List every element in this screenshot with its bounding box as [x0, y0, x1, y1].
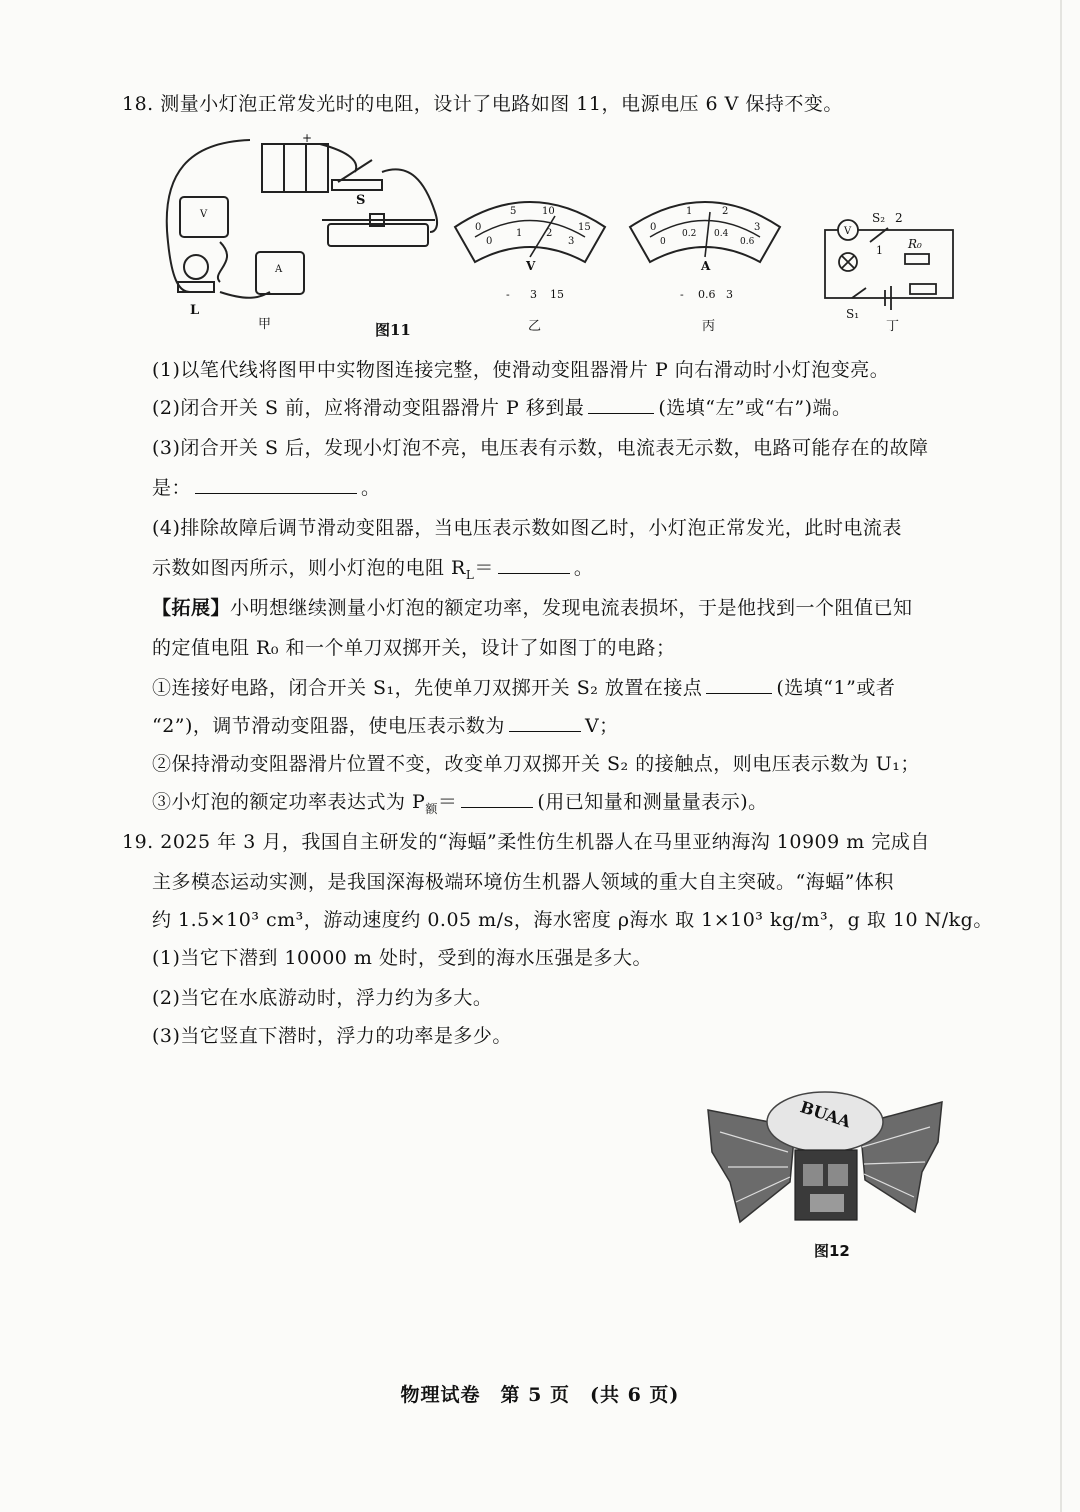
q18-part4-sub: L [465, 567, 475, 582]
ding-pos2: 2 [895, 211, 903, 225]
q18-step3 [152, 790, 768, 821]
yi-outer-tick: 10 [542, 206, 555, 217]
q19-part2: (2)当它在水底游动时，浮力约为多大。 [152, 987, 493, 1009]
yi-terminal: 15 [550, 288, 564, 301]
bing-terminal: 0.6 [698, 288, 716, 301]
step1-tail: (选填“1”或者 [776, 677, 896, 699]
q18-part3-cont [152, 476, 381, 500]
battery-cell [284, 144, 306, 192]
q18-step1-cont [152, 714, 619, 738]
bing-inner-tick: 0.4 [714, 229, 729, 239]
q18-part4-eq: ＝ [474, 557, 494, 579]
bing-outer-tick: 0 [650, 222, 657, 233]
q18-part4-cont [152, 556, 593, 587]
yi-label: 乙 [528, 319, 542, 334]
bing-inner-tick: 0.6 [740, 237, 755, 247]
answer-blank [461, 791, 533, 808]
answer-blank [195, 477, 357, 494]
page-edge [1060, 0, 1062, 1512]
battery-cell [262, 144, 284, 192]
bing-outer-tick: 3 [754, 222, 761, 233]
bing-inner-tick: 0.2 [682, 229, 697, 239]
battery-cell [306, 144, 328, 192]
q18-part3-end: 。 [361, 477, 381, 499]
q18-part2-tail: (选填“左”或“右”)端。 [658, 397, 852, 419]
answer-blank [588, 397, 654, 414]
yi-scale-arc [475, 221, 585, 238]
yi-outer-tick: 15 [578, 222, 591, 233]
q19-part3: (3)当它竖直下潜时，浮力的功率是多少。 [152, 1025, 512, 1047]
yi-inner-tick: 1 [516, 228, 523, 239]
yi-outer-tick: 5 [510, 206, 517, 217]
step1-cont-text: “2”)，调节滑动变阻器，使电压表示数为 [152, 715, 505, 737]
bing-label: 丙 [702, 319, 716, 334]
bing-inner-tick: 0 [660, 237, 666, 247]
bing-terminal: 3 [726, 288, 733, 301]
ding-r0 [905, 254, 929, 264]
jia-a-label: A [275, 264, 283, 275]
extension-tag: 【拓展】 [152, 597, 231, 619]
figure-12-robot-photo [700, 1072, 950, 1240]
jia-switch-label: S [356, 193, 366, 208]
step1-text: ①连接好电路，闭合开关 S₁，先使单刀双掷开关 S₂ 放置在接点 [152, 677, 703, 699]
figure-11 [150, 132, 970, 347]
step3-eq: ＝ [437, 791, 458, 813]
jia-label: 甲 [258, 317, 272, 332]
ding-r0: R₀ [908, 237, 922, 251]
ding-rheostat [910, 284, 936, 294]
ding-label: 丁 [886, 319, 900, 334]
fig12-caption: 图12 [814, 1242, 850, 1260]
robot-module [803, 1164, 823, 1186]
q18-part3-lead: 是： [152, 477, 192, 499]
bing-outer-tick: 1 [686, 206, 693, 217]
lamp-bulb [184, 255, 208, 279]
q18-part1: (1)以笔代线将图甲中实物图连接完整，使滑动变阻器滑片 P 向右滑动时小灯泡变亮。 [152, 359, 890, 381]
q18-part4-text: 示数如图丙所示，则小灯泡的电阻 R [152, 557, 466, 579]
q18-step1 [152, 676, 895, 700]
extension-text: 小明想继续测量小灯泡的额定功率，发现电流表损坏，于是他找到一个阻值已知 [230, 597, 913, 619]
q18-stem: 18. 测量小灯泡正常发光时的电阻，设计了电路如图 11，电源电压 6 V 保持不变。 [122, 93, 843, 115]
jia-plus: + [302, 132, 313, 145]
ding-s2: S₂ [872, 211, 886, 225]
yi-inner-tick: 3 [568, 236, 575, 247]
q18-step2: ②保持滑动变阻器滑片位置不变，改变单刀双掷开关 S₂ 的接触点，则电压表示数为 U₁； [152, 753, 920, 775]
ding-pos1: 1 [876, 244, 883, 257]
answer-blank [498, 557, 570, 574]
q18-part2-text: (2)闭合开关 S 前，应将滑动变阻器滑片 P 移到最 [152, 397, 585, 419]
q19-line1: 19. 2025 年 3 月，我国自主研发的“海蝠”柔性仿生机器人在马里亚纳海沟 10909 m 完成自 [122, 831, 930, 853]
ding-s1: S₁ [846, 307, 860, 321]
answer-blank [706, 677, 772, 694]
yi-inner-tick: 2 [546, 228, 553, 239]
bing-unit: A [701, 259, 711, 273]
step3-text: ③小灯泡的额定功率表达式为 P [152, 791, 426, 813]
page-footer: 物理试卷 第 5 页 (共 6 页) [400, 1384, 680, 1406]
bing-scale-arc [650, 221, 760, 238]
yi-terminal: - [506, 288, 510, 301]
q19-line3: 约 1.5×10³ cm³，游动速度约 0.05 m/s，海水密度 ρ海水 取 1×10³ kg/m³，g 取 10 N/kg。 [152, 909, 993, 931]
jia-v-label: V [200, 209, 208, 220]
step3-tail: (用已知量和测量量表示)。 [537, 791, 768, 813]
q19-line2: 主多模态运动实测，是我国深海极端环境仿生机器人领域的重大自主突破。“海蝠”体积 [152, 871, 894, 893]
yi-terminal: 3 [530, 288, 537, 301]
q18-part4: (4)排除故障后调节滑动变阻器，当电压表示数如图乙时，小灯泡正常发光，此时电流表 [152, 517, 902, 539]
bing-needle [705, 212, 710, 257]
q19-part1: (1)当它下潜到 10000 m 处时，受到的海水压强是多大。 [152, 947, 652, 969]
robot-logo-text: BUAA [797, 1097, 854, 1132]
wire [320, 144, 356, 172]
jia-lamp-label: L [190, 303, 200, 318]
q18-extension-cont: 的定值电阻 R₀ 和一个单刀双掷开关，设计了如图丁的电路； [152, 637, 676, 659]
bing-outer-tick: 2 [722, 206, 729, 217]
yi-outer-tick: 0 [475, 222, 482, 233]
ding-switch-s1 [852, 288, 866, 298]
yi-unit: V [526, 259, 536, 273]
q18-part2 [152, 396, 852, 420]
rheostat-body [328, 224, 428, 246]
bing-terminal: - [680, 288, 684, 301]
q18-part3: (3)闭合开关 S 后，发现小灯泡不亮，电压表有示数，电流表无示数，电路可能存在的故障 [152, 437, 929, 459]
answer-blank [509, 715, 581, 732]
robot-module [828, 1164, 848, 1186]
fig11-caption: 图11 [375, 321, 411, 339]
wire [218, 242, 227, 282]
q18-extension [152, 596, 913, 620]
step3-sub: 额 [425, 801, 438, 816]
q18-part4-end: 。 [573, 557, 594, 579]
robot-module [810, 1194, 844, 1212]
yi-inner-tick: 0 [486, 236, 493, 247]
ding-v: V [844, 226, 852, 237]
wire [382, 169, 437, 232]
step1-unit: V； [584, 715, 619, 737]
